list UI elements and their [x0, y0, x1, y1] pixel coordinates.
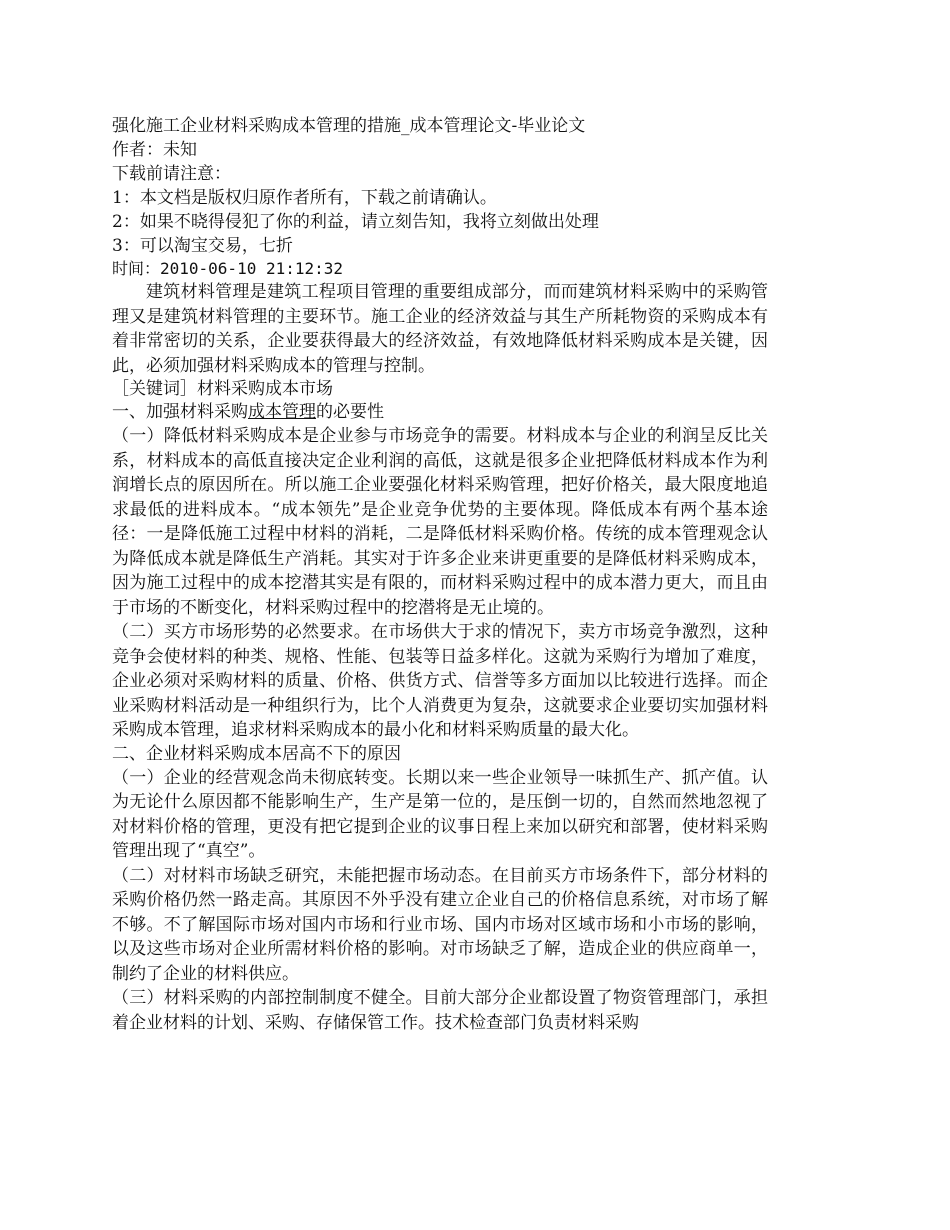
abstract-paragraph: 建筑材料管理是建筑工程项目管理的重要组成部分，而而建筑材料采购中的采购管理又是建筑材料管理的主要环节。施工企业的经济效益与其生产所耗物资的采购成本有着非常密切的关系，企业要获得最大的经济效益，有效地降低材料采购成本是关键，因此，必须加强材料采购成本的管理与控制。	[112, 282, 768, 376]
body-paragraph: （一）企业的经营观念尚未彻底转变。长期以来一些企业领导一味抓生产、抓产值。认为无论什么原因都不能影响生产，生产是第一位的，是压倒一切的，自然而然地忽视了对材料价格的管理，更没有把它提到企业的议事日程上来加以研究和部署，使材料采购管理出现了“真空”。	[112, 767, 768, 861]
body-paragraph: （三）材料采购的内部控制制度不健全。目前大部分企业都设置了物资管理部门，承担着企业材料的计划、采购、存储保管工作。技术检查部门负责材料采购	[112, 988, 768, 1033]
body-paragraph: （二）买方市场形势的必然要求。在市场供大于求的情况下，卖方市场竞争激烈，这种竞争会使材料的种类、规格、性能、包装等日益多样化。这就为采购行为增加了难度，企业必须对采购材料的质量、价格、供货方式、信誉等多方面加以比较进行选择。而企业采购材料活动是一种组织行为，比个人消费更为复杂，这就要求企业要切实加强材料采购成本管理，追求材料采购成本的最小化和材料采购质量的最大化。	[112, 622, 768, 740]
section-heading-1	[112, 401, 768, 424]
body-paragraph: （一）降低材料采购成本是企业参与市场竞争的需要。材料成本与企业的利润呈反比关系，材料成本的高低直接决定企业利润的高低，这就是很多企业把降低材料成本作为利润增长点的原因所在。所以施工企业要强化材料采购管理，把好价格关，最大限度地追求最低的进料成本。“成本领先”是企业竞争优势的主要体现。降低成本有两个基本途径：一是降低施工过程中材料的消耗，二是降低材料采购价格。传统的成本管理观念认为降低成本就是降低生产消耗。其实对于许多企业来讲更重要的是降低材料采购成本，因为施工过程中的成本挖潜其实是有限的，而材料采购过程中的成本潜力更大，而且由于市场的不断变化，材料采购过程中的挖潜将是无止境的。	[112, 426, 768, 618]
section-heading-prefix: 一、加强材料采购	[112, 402, 248, 422]
cost-management-link[interactable]: 成本管理	[248, 402, 316, 422]
document-page	[112, 114, 768, 1035]
section-heading-suffix: 的必要性	[316, 402, 384, 422]
notice-item: 1：本文档是版权归原作者所有，下载之前请确认。	[112, 188, 497, 208]
timestamp: 时间：2010-06-10 21:12:32	[112, 259, 344, 278]
author-line: 作者：未知	[112, 140, 197, 160]
body-paragraph: （二）对材料市场缺乏研究，未能把握市场动态。在目前买方市场条件下，部分材料的采购价格仍然一路走高。其原因不外乎没有建立企业自己的价格信息系统，对市场了解不够。不了解国际市场对国内市场和行业市场、国内市场对区域市场和小市场的影响，以及这些市场对企业所需材料价格的影响。对市场缺乏了解，造成企业的供应商单一，制约了企业的材料供应。	[112, 865, 768, 984]
notice-heading: 下载前请注意：	[112, 164, 231, 184]
section-heading-2: 二、企业材料采购成本居高不下的原因	[112, 743, 401, 764]
document-title: 强化施工企业材料采购成本管理的措施_成本管理论文-毕业论文	[112, 116, 586, 136]
keywords-line: ［关键词］材料采购成本市场	[112, 379, 333, 399]
notice-item: 2：如果不晓得侵犯了你的利益，请立刻告知，我将立刻做出处理	[112, 212, 599, 232]
notice-item: 3：可以淘宝交易，七折	[112, 236, 293, 256]
